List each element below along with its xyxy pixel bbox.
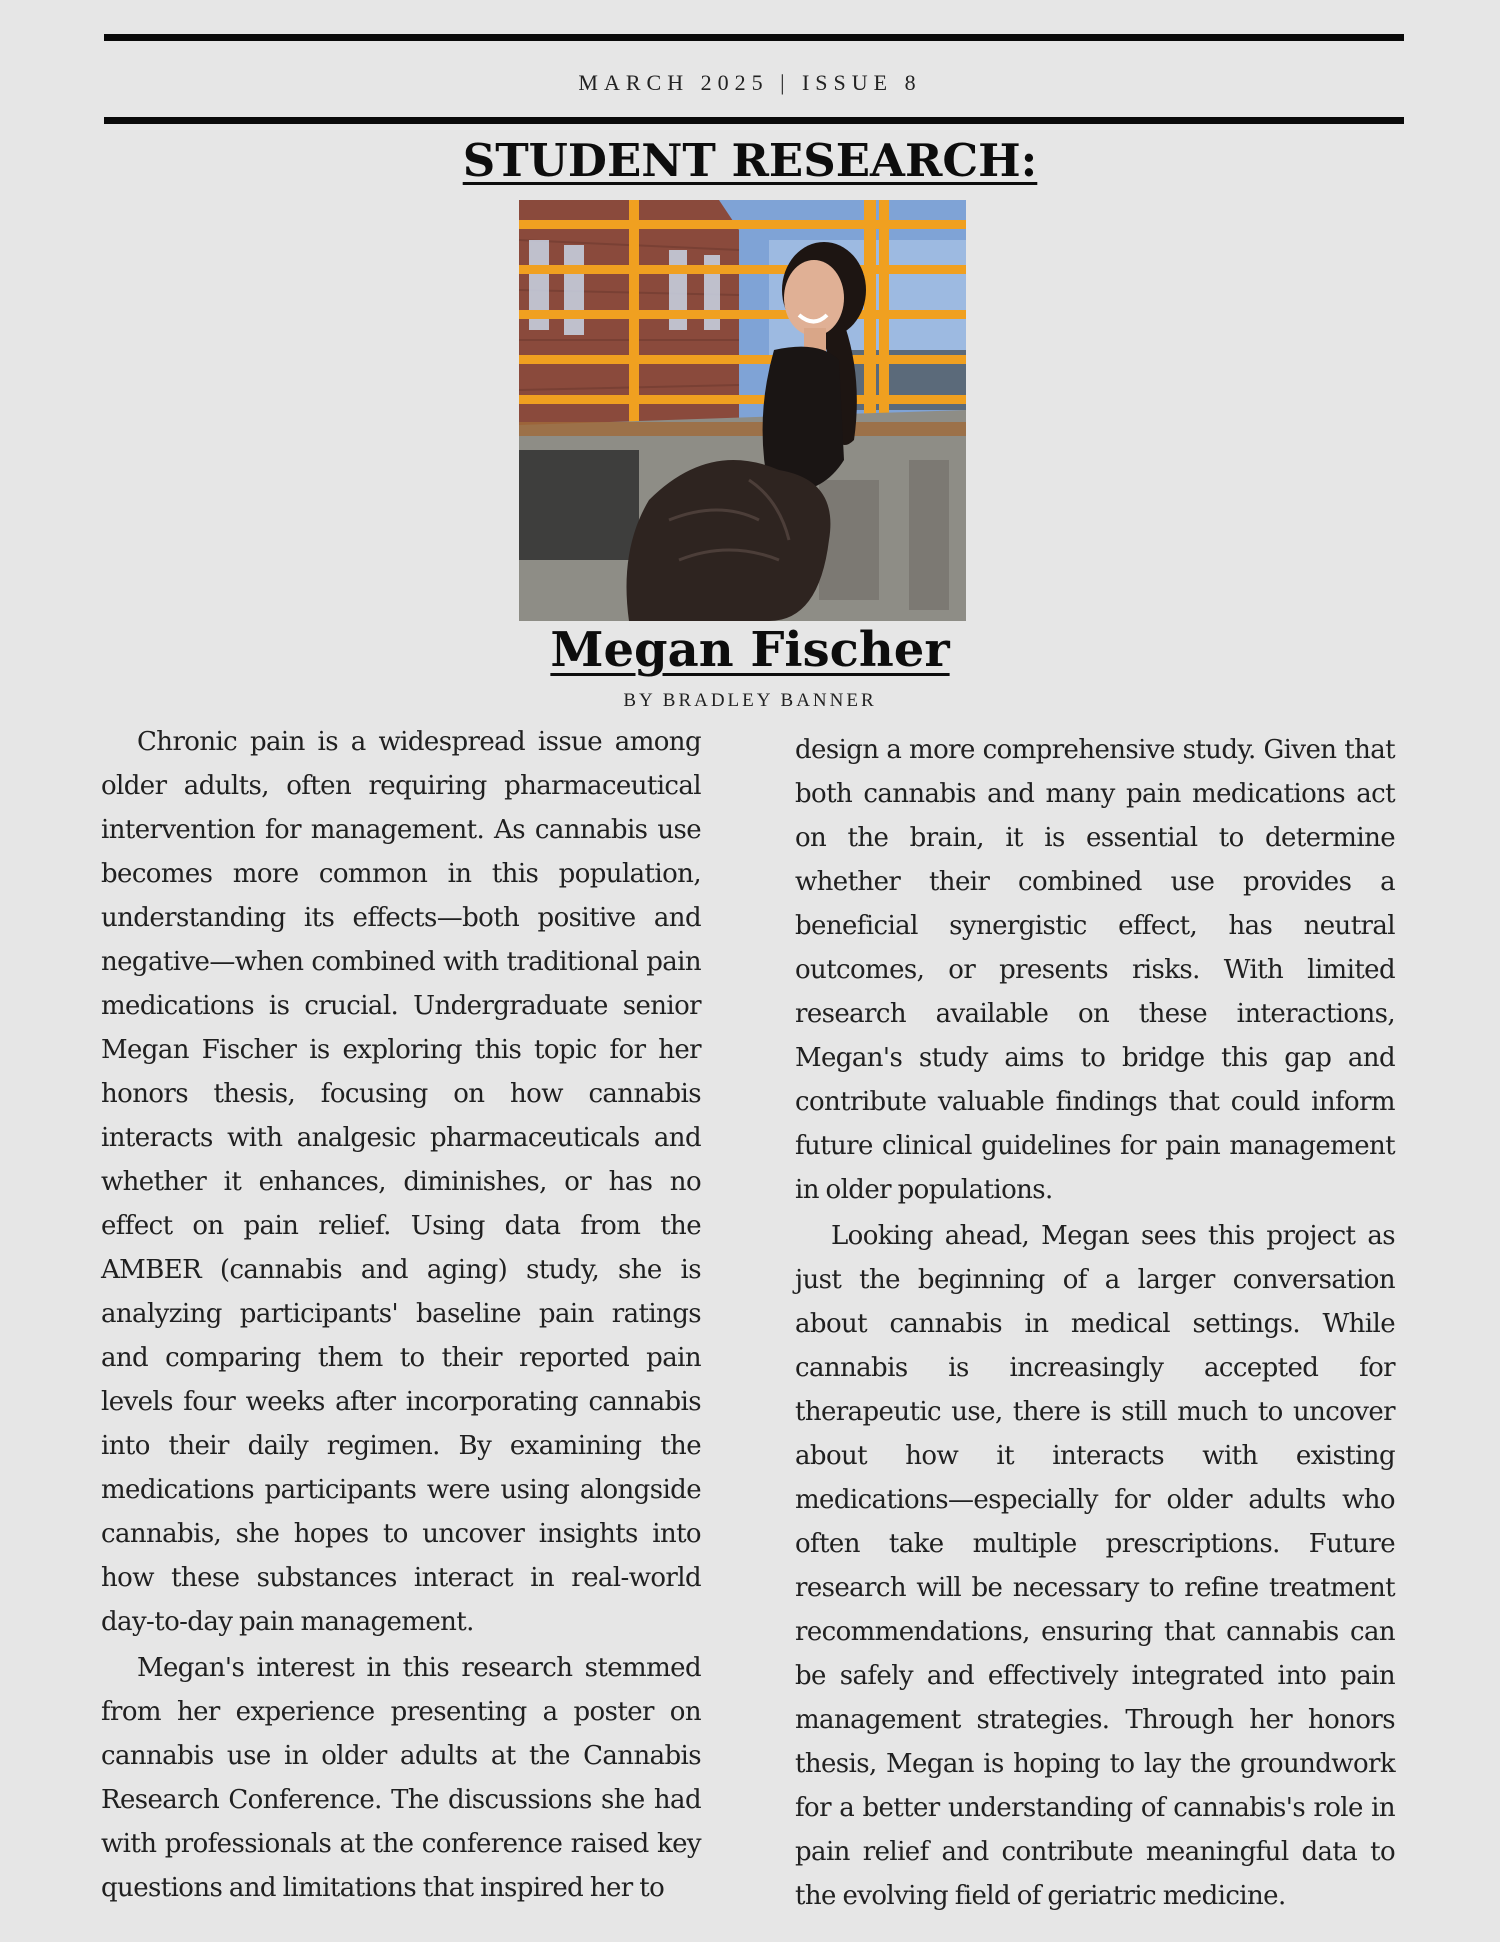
header-bottom-rule	[104, 117, 1404, 124]
article-paragraph-continued: design a more comprehensive study. Given that both cannabis and many pain medications act on the brain, it is essential to determine whether their combined use provides a beneficial synergistic effect, has neutral outcomes, or presents risks. With limited research available on these interactions, Megan's study aims to bridge this gap and contribute valuable findings that could inform future clinical guidelines for pain management in older populations.	[795, 735, 1395, 1205]
section-title-text: STUDENT RESEARCH:	[462, 134, 1038, 187]
header-top-rule	[104, 34, 1404, 41]
portrait-illustration	[519, 200, 966, 621]
article-paragraph: Chronic pain is a widespread issue among older adults, often requiring pharmaceutical intervention for management. As cannabis use becomes more common in this population, understanding its effects—both positive and negative—when combined with traditional pain medications is crucial. Undergraduate senior Megan Fischer is exploring this topic for her honors thesis, focusing on how cannabis interacts with analgesic pharmaceuticals and whether it enhances, diminishes, or has no effect on pain relief. Using data from the AMBER (cannabis and aging) study, she is analyzing participants' baseline pain ratings and comparing them to their reported pain levels four weeks after incorporating cannabis into their daily regimen. By examining the medications participants were using alongside cannabis, she hopes to uncover insights into how these substances interact in real-world day-to-day pain management.	[101, 727, 701, 1637]
student-name-title	[0, 622, 1500, 678]
section-title	[0, 134, 1500, 187]
issue-line: MARCH 2025 | ISSUE 8	[578, 70, 922, 95]
article-right-column	[795, 728, 1395, 1920]
article-left-column	[101, 720, 701, 1912]
byline: BY BRADLEY BANNER	[623, 690, 877, 711]
article-paragraph: Looking ahead, Megan sees this project as just the beginning of a larger conversation about cannabis in medical settings. While cannabis is increasingly accepted for therapeutic use, there is still much to uncover about how it interacts with existing medications—especially for older adults who often take multiple prescriptions. Future research will be necessary to refine treatment recommendations, ensuring that cannabis can be safely and effectively integrated into pain management strategies. Through her honors thesis, Megan is hoping to lay the groundwork for a better understanding of cannabis's role in pain relief and contribute meaningful data to the evolving field of geriatric medicine.	[795, 1221, 1395, 1911]
article-paragraph: Megan's interest in this research stemmed from her experience presenting a poster on cannabis use in older adults at the Cannabis Research Conference. The discussions she had with professionals at the conference raised key questions and limitations that inspired her to	[101, 1653, 701, 1903]
student-name-text: Megan Fischer	[550, 622, 950, 678]
student-portrait-photo	[519, 200, 966, 621]
